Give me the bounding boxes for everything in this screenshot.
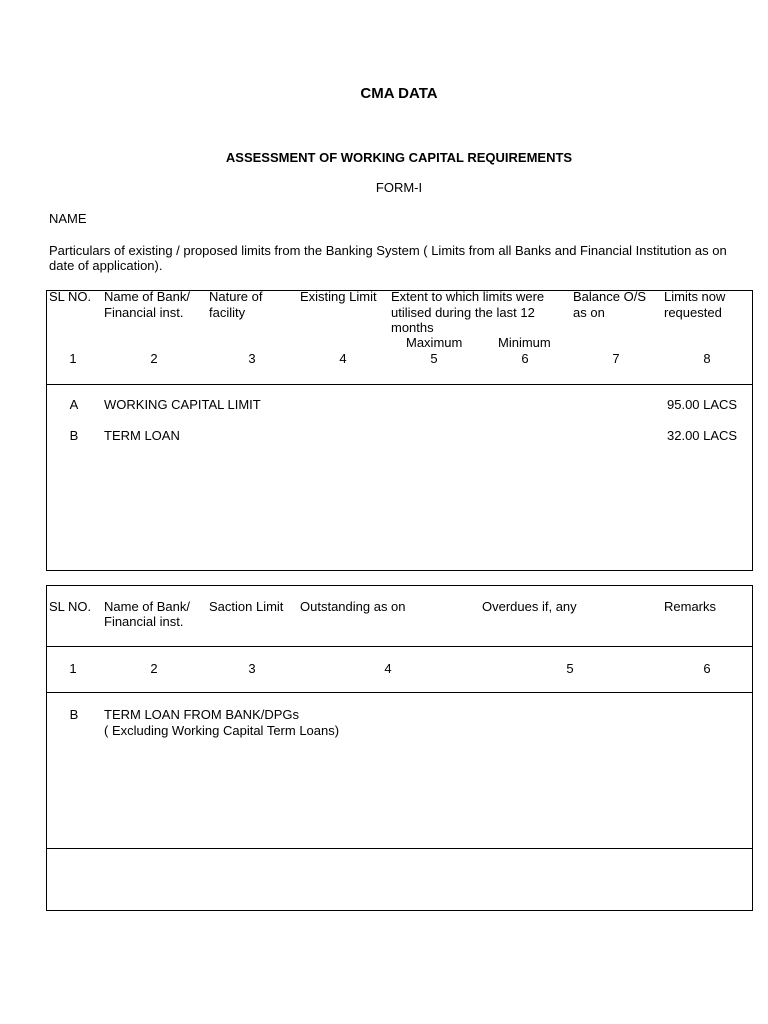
table1-row-a-sl: A: [69, 397, 79, 412]
table2-col-overdues: Overdues if, any: [482, 599, 577, 614]
table1-col-nature-line2: facility: [209, 305, 246, 320]
table1-colnum-2: 2: [150, 351, 158, 366]
table2-row-b-name-line2: ( Excluding Working Capital Term Loans): [104, 723, 340, 738]
particulars-text-line1: Particulars of existing / proposed limits from the Banking System ( Limits from all Banks and Financial Institution as on: [49, 243, 727, 258]
table2-row-b-name-line1: TERM LOAN FROM BANK/DPGs: [104, 707, 300, 722]
table1-col-balance-line1: Balance O/S: [573, 289, 646, 304]
name-label: NAME: [49, 211, 87, 226]
table2-colnum-2: 2: [150, 661, 158, 676]
table1-row-a-requested: 95.00 LACS: [667, 397, 738, 412]
table1-col-nature-line1: Nature of: [209, 289, 263, 304]
table1-colnum-1: 1: [69, 351, 77, 366]
table1-row-b-sl: B: [69, 428, 79, 443]
table1-header-divider: [46, 384, 753, 385]
table1-col-balance-line2: as on: [573, 305, 605, 320]
table1-row-b-name: TERM LOAN: [104, 428, 180, 443]
table1-col-bank-line1: Name of Bank/: [104, 289, 190, 304]
table2-col-sl-no: SL NO.: [49, 599, 92, 614]
table1-colnum-7: 7: [612, 351, 620, 366]
table1-row-b-requested: 32.00 LACS: [667, 428, 738, 443]
table1-colnum-4: 4: [339, 351, 347, 366]
table2-col-remarks: Remarks: [664, 599, 717, 614]
table1-col-minimum: Minimum: [498, 335, 551, 350]
table2-colnum-6: 6: [703, 661, 711, 676]
table1-colnum-5: 5: [430, 351, 438, 366]
table2-colnum-divider: [46, 692, 753, 693]
table1-col-extent-line2: utilised during the last 12: [391, 305, 535, 320]
table1-col-maximum: Maximum: [406, 335, 463, 350]
table2-colnum-1: 1: [69, 661, 77, 676]
table2-col-outstanding: Outstanding as on: [300, 599, 406, 614]
page-subtitle: ASSESSMENT OF WORKING CAPITAL REQUIREMENTS: [225, 150, 573, 165]
table1-colnum-6: 6: [521, 351, 529, 366]
table2-header-divider: [46, 646, 753, 647]
table2-colnum-5: 5: [566, 661, 574, 676]
table1-col-existing-limit: Existing Limit: [300, 289, 377, 304]
table1-colnum-3: 3: [248, 351, 256, 366]
table1-col-bank-line2: Financial inst.: [104, 305, 184, 320]
table1-col-limits-line1: Limits now: [664, 289, 726, 304]
table1-col-extent-line3: months: [391, 320, 434, 335]
table1-col-limits-line2: requested: [664, 305, 722, 320]
table2-row-b-sl: B: [69, 707, 79, 722]
page-title: CMA DATA: [360, 85, 438, 102]
form-label: FORM-I: [375, 180, 423, 195]
term-loan-table: [46, 585, 753, 911]
table2-col-saction-limit: Saction Limit: [209, 599, 284, 614]
table1-row-a-name: WORKING CAPITAL LIMIT: [104, 397, 261, 412]
table2-colnum-3: 3: [248, 661, 256, 676]
particulars-text-line2: date of application).: [49, 258, 163, 273]
table1-col-sl-no: SL NO.: [49, 289, 92, 304]
table1-col-extent-line1: Extent to which limits were: [391, 289, 545, 304]
table1-colnum-8: 8: [703, 351, 711, 366]
table2-col-bank-line2: Financial inst.: [104, 614, 184, 629]
table2-col-bank-line1: Name of Bank/: [104, 599, 190, 614]
table2-colnum-4: 4: [384, 661, 392, 676]
table2-footer-divider: [46, 848, 753, 849]
